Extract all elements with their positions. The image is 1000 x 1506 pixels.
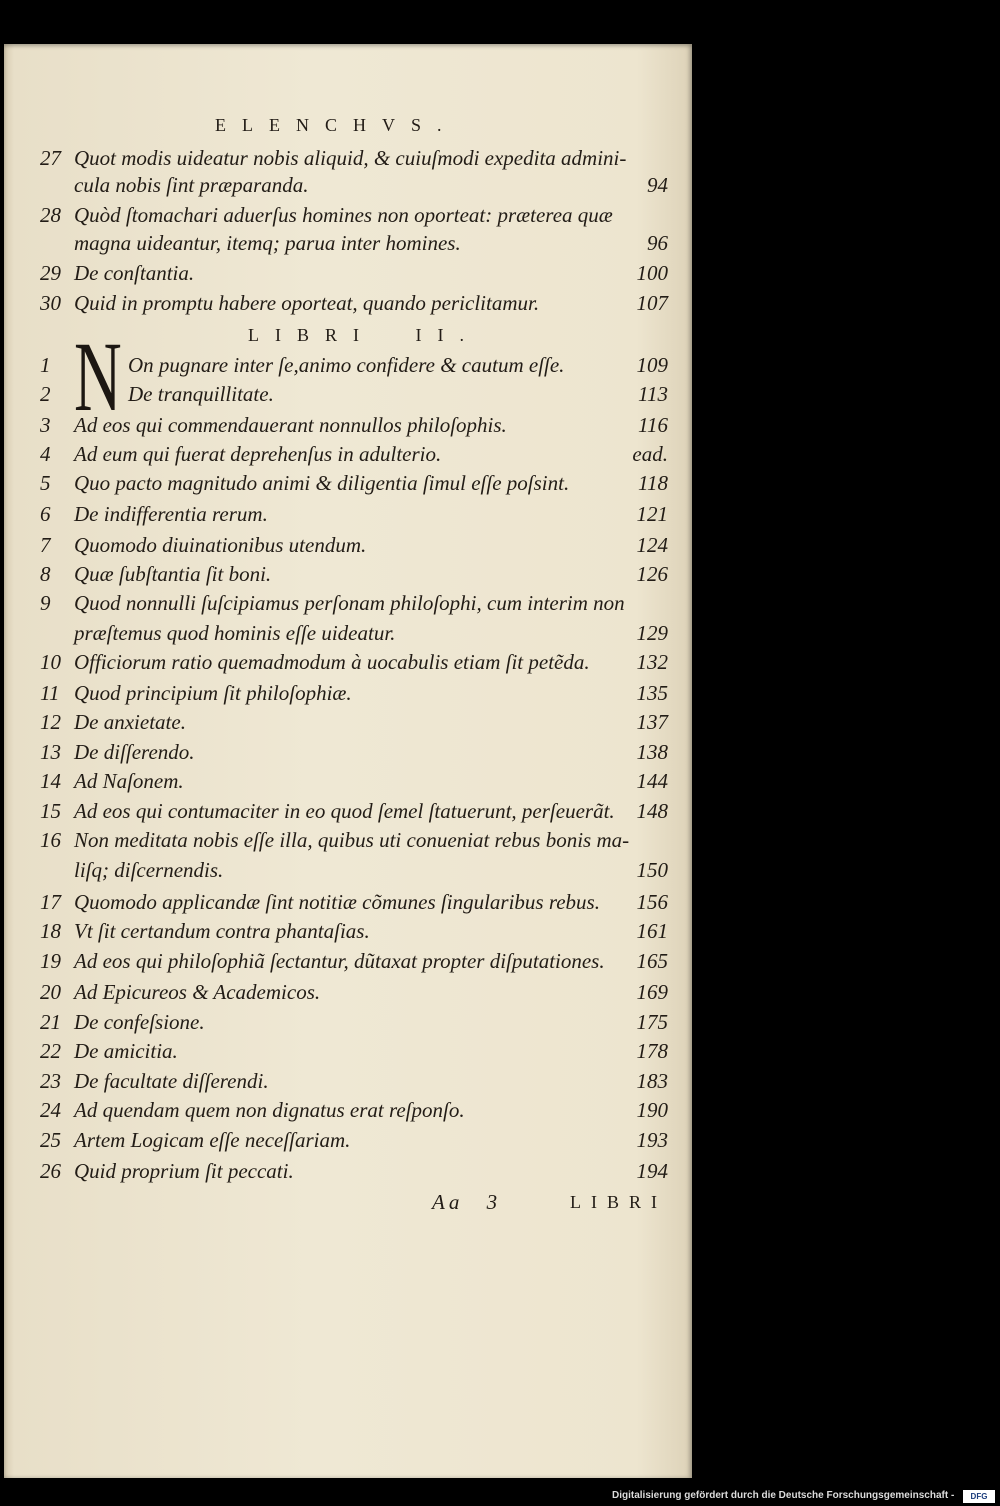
toc-entry <box>0 678 1000 708</box>
entry-page: 150 <box>636 858 668 882</box>
entry-title: De diſſerendo. <box>74 740 195 764</box>
toc-entry <box>0 288 1000 318</box>
entry-number: 1 <box>40 353 51 377</box>
entry-title: De anxietate. <box>74 710 186 734</box>
entry-title: Quod nonnulli ſuſcipiamus perſonam philoſophi, cum interim non <box>74 591 625 615</box>
toc-entry <box>0 1095 1000 1125</box>
entry-number: 23 <box>40 1069 61 1093</box>
toc-entry <box>0 1007 1000 1037</box>
entry-title: Quomodo applicandæ ſint notitiæ cõmunes ſingularibus rebus. <box>74 890 600 914</box>
catchword: LIBRI <box>570 1192 667 1212</box>
entry-number: 9 <box>40 591 51 615</box>
entry-title: Quod principium ſit philoſophiæ. <box>74 681 352 705</box>
entry-page: 135 <box>636 681 668 705</box>
entry-page: 138 <box>636 740 668 764</box>
entry-page: 169 <box>636 980 668 1004</box>
drop-cap: N <box>74 321 122 432</box>
entry-number: 4 <box>40 442 51 466</box>
entry-title: præſtemus quod hominis eſſe uideatur. <box>74 621 396 645</box>
entry-title: Ad eos qui philoſophiã ſectantur, dũtaxat propter diſputationes. <box>74 949 605 973</box>
toc-entry <box>0 1066 1000 1096</box>
toc-entry <box>0 350 1000 380</box>
entry-page: 156 <box>636 890 668 914</box>
toc-entry <box>0 379 1000 409</box>
toc-entry <box>0 468 1000 498</box>
dfg-logo-icon: DFG <box>963 1490 995 1503</box>
toc-entry <box>0 1156 1000 1186</box>
entry-page: 118 <box>638 471 668 495</box>
entry-page: 107 <box>636 291 668 315</box>
toc-entry <box>0 200 1000 230</box>
entry-title: De amicitia. <box>74 1039 178 1063</box>
entry-page: 113 <box>638 382 668 406</box>
entry-title: De indifferentia rerum. <box>74 502 268 526</box>
entry-number: 17 <box>40 890 61 914</box>
entry-number: 16 <box>40 828 61 852</box>
entry-title: Ad Epicureos & Academicos. <box>74 980 321 1004</box>
entry-number: 18 <box>40 919 61 943</box>
toc-entry-continuation <box>0 618 1000 648</box>
entry-title: Ad eos qui contumaciter in eo quod ſemel ſtatuerunt, perſeuerãt. <box>74 799 615 823</box>
toc-entry <box>0 1125 1000 1155</box>
entry-number: 10 <box>40 650 61 674</box>
entry-number: 15 <box>40 799 61 823</box>
entry-number: 11 <box>40 681 60 705</box>
entry-number: 8 <box>40 562 51 586</box>
entry-page: 137 <box>636 710 668 734</box>
entry-title: Vt ſit certandum contra phantaſias. <box>74 919 370 943</box>
entry-title: Ad eum qui fuerat deprehenſus in adulterio. <box>74 442 442 466</box>
entry-number: 2 <box>40 382 51 406</box>
entry-number: 13 <box>40 740 61 764</box>
entry-number: 25 <box>40 1128 61 1152</box>
entry-number: 5 <box>40 471 51 495</box>
entry-page: 190 <box>636 1098 668 1122</box>
entry-title: De facultate diſſerendi. <box>74 1069 269 1093</box>
toc-entry <box>0 559 1000 589</box>
entry-number: 24 <box>40 1098 61 1122</box>
entry-title: De confeſsione. <box>74 1010 205 1034</box>
toc-entry <box>0 647 1000 677</box>
entry-page: 144 <box>636 769 668 793</box>
entry-title: Officiorum ratio quemadmodum à uocabulis etiam ſit petẽda. <box>74 650 590 674</box>
entry-title: Artem Logicam eſſe neceſſariam. <box>74 1128 351 1152</box>
toc-entry <box>0 766 1000 796</box>
entry-title: Quot modis uideatur nobis aliquid, & cuiuſmodi expedita admini- <box>74 146 627 170</box>
entry-title: magna uideantur, itemq; parua inter homines. <box>74 231 461 255</box>
entry-number: 12 <box>40 710 61 734</box>
entry-title: Non meditata nobis eſſe illa, quibus uti conueniat rebus bonis ma- <box>74 828 630 852</box>
entry-number: 19 <box>40 949 61 973</box>
entry-page: 109 <box>636 353 668 377</box>
entry-page: 183 <box>636 1069 668 1093</box>
toc-entry <box>0 499 1000 529</box>
entry-title: On pugnare inter ſe,animo confidere & cautum eſſe. <box>128 353 565 377</box>
entry-page: 165 <box>636 949 668 973</box>
entry-title: Ad Naſonem. <box>74 769 184 793</box>
toc-entry <box>0 143 1000 173</box>
entry-number: 20 <box>40 980 61 1004</box>
entry-number: 26 <box>40 1159 61 1183</box>
entry-page: 132 <box>636 650 668 674</box>
entry-number: 14 <box>40 769 61 793</box>
entry-title: Quòd ſtomachari aduerſus homines non oporteat: præterea quæ <box>74 203 613 227</box>
entry-page: 94 <box>647 173 668 197</box>
signature-mark: Aa 3 <box>432 1190 502 1214</box>
toc-entry-continuation <box>0 228 1000 258</box>
entry-title: Quomodo diuinationibus utendum. <box>74 533 367 557</box>
toc-entry-continuation <box>0 170 1000 200</box>
toc-entry <box>0 887 1000 917</box>
entry-page: ead. <box>632 442 668 466</box>
entry-page: 178 <box>636 1039 668 1063</box>
toc-entry <box>0 707 1000 737</box>
entry-title: Quæ ſubſtantia ſit boni. <box>74 562 272 586</box>
entry-title: Quid in promptu habere oporteat, quando periclitamur. <box>74 291 540 315</box>
entry-page: 129 <box>636 621 668 645</box>
entry-page: 194 <box>636 1159 668 1183</box>
entry-number: 27 <box>40 146 61 170</box>
entry-number: 29 <box>40 261 61 285</box>
toc-entry <box>0 530 1000 560</box>
entry-page: 193 <box>636 1128 668 1152</box>
entry-number: 3 <box>40 413 51 437</box>
toc-entry-continuation <box>0 855 1000 885</box>
toc-entry <box>0 737 1000 767</box>
entry-page: 124 <box>636 533 668 557</box>
toc-entry <box>0 1036 1000 1066</box>
digitization-credit: Digitalisierung gefördert durch die Deutsche Forschungsgemeinschaft - <box>612 1490 955 1501</box>
entry-page: 116 <box>638 413 668 437</box>
toc-entry <box>0 588 1000 618</box>
entry-page: 148 <box>636 799 668 823</box>
entry-title: Quo pacto magnitudo animi & diligentia ſimul eſſe poſsint. <box>74 471 570 495</box>
entry-page: 121 <box>636 502 668 526</box>
entry-title: De tranquillitate. <box>128 382 274 406</box>
entry-number: 7 <box>40 533 51 557</box>
entry-title: Ad quendam quem non dignatus erat reſponſo. <box>74 1098 465 1122</box>
entry-number: 28 <box>40 203 61 227</box>
entry-number: 6 <box>40 502 51 526</box>
entry-page: 96 <box>647 231 668 255</box>
entry-number: 30 <box>40 291 61 315</box>
entry-page: 161 <box>636 919 668 943</box>
entry-number: 21 <box>40 1010 61 1034</box>
entry-title: Ad eos qui commendauerant nonnullos philoſophis. <box>74 413 507 437</box>
entry-page: 126 <box>636 562 668 586</box>
toc-entry <box>0 977 1000 1007</box>
toc-entry <box>0 825 1000 855</box>
toc-entry <box>0 410 1000 440</box>
toc-entry <box>0 946 1000 976</box>
toc-entry <box>0 258 1000 288</box>
toc-entry <box>0 916 1000 946</box>
toc-entry <box>0 796 1000 826</box>
entry-page: 100 <box>636 261 668 285</box>
entry-title: liſq; diſcernendis. <box>74 858 224 882</box>
running-head: ELENCHVS. <box>215 115 458 135</box>
section-heading: LIBRI II. <box>248 325 480 345</box>
entry-number: 22 <box>40 1039 61 1063</box>
toc-entry <box>0 439 1000 469</box>
entry-title: De conſtantia. <box>74 261 195 285</box>
entry-title: cula nobis ſint præparanda. <box>74 173 309 197</box>
entry-page: 175 <box>636 1010 668 1034</box>
entry-title: Quid proprium ſit peccati. <box>74 1159 294 1183</box>
